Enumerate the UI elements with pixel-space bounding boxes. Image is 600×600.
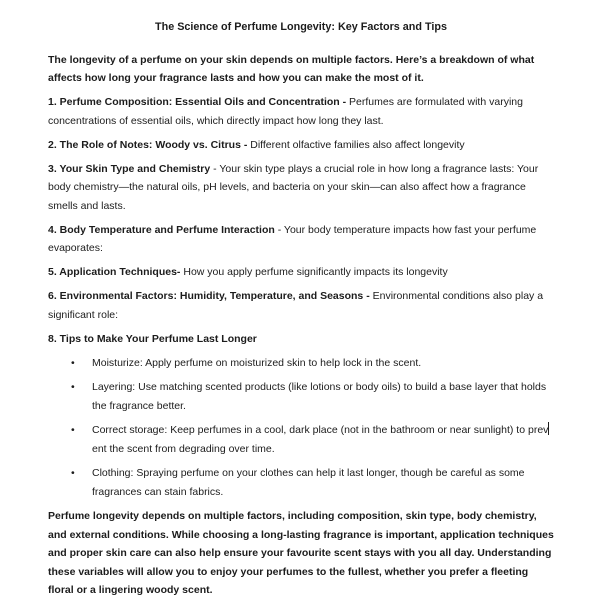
section-6-environmental-factors[interactable]	[48, 287, 554, 324]
section-5-body: How you apply perfume significantly impacts its longevity	[180, 266, 448, 278]
section-1-heading: 1. Perfume Composition: Essential Oils and Concentration -	[48, 96, 350, 108]
bullet-marker-icon: •	[71, 356, 75, 369]
section-6-heading: 6. Environmental Factors: Humidity, Temperature, and Seasons -	[48, 290, 373, 302]
bullet-marker-icon: •	[71, 381, 75, 393]
section-5-application-techniques[interactable]	[48, 263, 554, 282]
section-3-skin-type[interactable]	[48, 160, 554, 216]
section-2-role-of-notes[interactable]	[48, 136, 554, 155]
section-3-heading: 3. Your Skin Type and Chemistry	[48, 162, 211, 175]
bullet-moisturize[interactable]	[71, 354, 554, 373]
bullet-storage-text-before-caret: Correct storage: Keep perfumes in a cool, dark place (not in the bathroom or near sunlight) to prev	[92, 424, 549, 436]
section-3-body: - Your skin type plays a crucial role in how long a fragrance lasts: Your body chemistry—the natural oils, pH levels, and bacteria on your skin—can also affect how a fragrance smells and lasts.	[48, 162, 539, 212]
section-2-body: Different olfactive families also affect longevity	[250, 138, 465, 151]
tips-bullet-list	[48, 354, 554, 502]
section-1-body: Perfumes are formulated with varying concentrations of essential oils, which directly impact how long they last.	[48, 96, 523, 127]
tips-heading[interactable]: 8. Tips to Make Your Perfume Last Longer	[48, 332, 257, 345]
section-1-perfume-composition[interactable]	[48, 93, 554, 130]
bullet-marker-icon: •	[71, 424, 75, 436]
document-title: The Science of Perfume Longevity: Key Factors and Tips	[155, 21, 447, 33]
bullet-layering[interactable]	[71, 378, 554, 415]
bullet-clothing[interactable]	[71, 464, 554, 501]
section-6-body: Environmental conditions also play a significant role:	[48, 290, 544, 321]
bullet-clothing-text: Clothing: Spraying perfume on your clothes can help it last longer, though be careful as some fragrances can stain fabrics.	[92, 467, 525, 498]
bullet-storage-text-after-caret: ent the scent from degrading over time.	[92, 442, 275, 455]
bullet-correct-storage[interactable]	[71, 421, 554, 458]
section-2-heading: 2. The Role of Notes: Woody vs. Citrus -	[48, 138, 251, 151]
bullet-moisturize-text: Moisturize: Apply perfume on moisturized skin to help lock in the scent.	[92, 356, 422, 369]
bullet-marker-icon: •	[71, 467, 75, 479]
section-4-heading: 4. Body Temperature and Perfume Interaction	[48, 223, 275, 236]
bullet-layering-text: Layering: Use matching scented products (like lotions or body oils) to build a base layer that holds the fragrance better.	[92, 381, 547, 412]
section-4-body: - Your body temperature impacts how fast your perfume evaporates:	[48, 223, 537, 254]
text-cursor	[548, 422, 549, 435]
intro-paragraph[interactable]: The longevity of a perfume on your skin depends on multiple factors. Here’s a breakdown of what affects how long your fragrance lasts and how you can make the most of it.	[48, 53, 535, 84]
conclusion-paragraph[interactable]: Perfume longevity depends on multiple factors, including composition, skin type, body chemistry, and external conditions. While choosing a long-lasting fragrance is important, application techniques and proper skin care can also help ensure your favourite scent stays with you all day. Understanding these variables will allow you to enjoy your perfumes to the fullest, whether you prefer a fleeting floral or a lingering woody scent.	[48, 510, 554, 596]
section-5-heading: 5. Application Techniques-	[48, 266, 181, 278]
section-4-body-temperature[interactable]	[48, 221, 554, 258]
